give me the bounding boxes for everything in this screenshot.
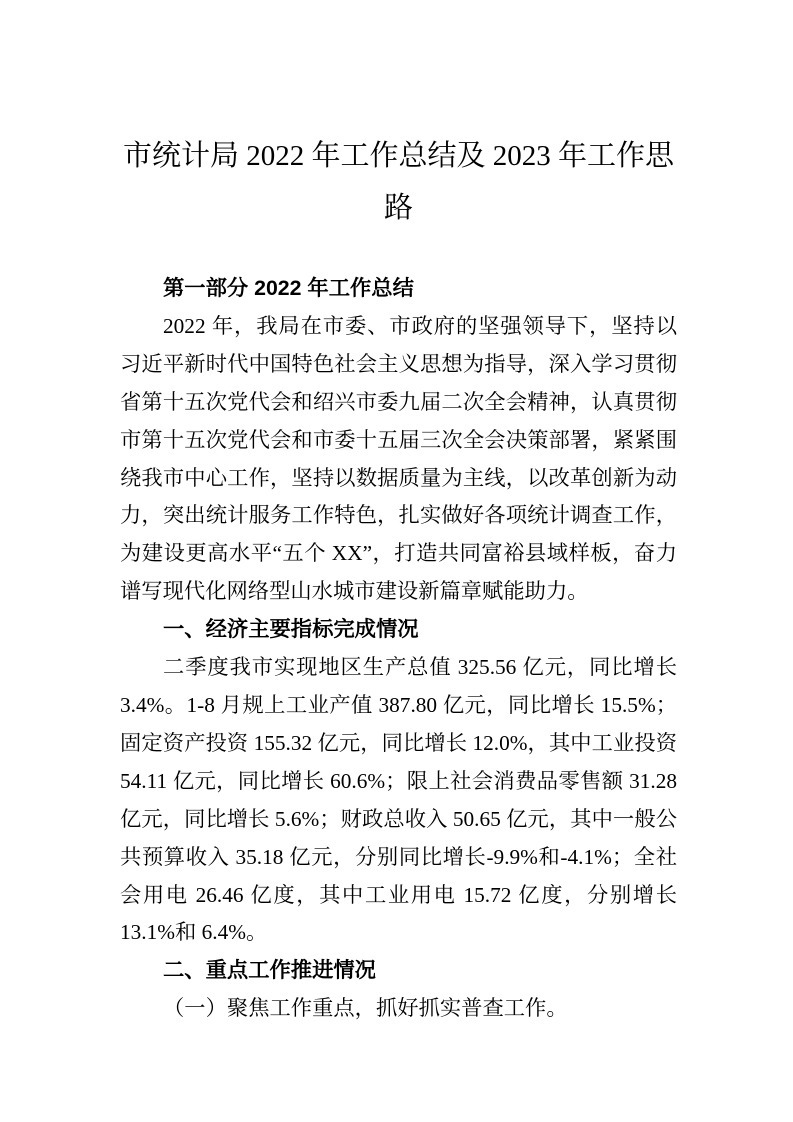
section-heading-economic-indicators: 一、经济主要指标完成情况: [163, 617, 419, 642]
document-title: 市统计局 2022 年工作总结及 2023 年工作思路: [122, 140, 674, 224]
subheading-census-work: （一）聚焦工作重点，抓好抓实普查工作。: [163, 996, 568, 1021]
paragraph-overview: 2022 年，我局在市委、市政府的坚强领导下，坚持以习近平新时代中国特色社会主义思想为指导，深入学习贯彻省第十五次党代会和绍兴市委九届二次全会精神，认真贯彻市第十五次党代会和市委十五届三次全会决策部署，紧紧围绕我市中心工作，坚持以数据质量为主线，以改革创新为动力，突出统计服务工作特色，扎实做好各项统计调查工作，为建设更高水平“五个 XX”，打造共同富裕县域样板，奋力谱写现代化网络型山水城市建设新篇章赋能助力。: [120, 313, 677, 604]
section-heading-key-work: 二、重点工作推进情况: [163, 958, 376, 983]
document-content: [120, 130, 677, 1028]
document-body: [120, 270, 677, 1028]
section-heading-part1: 第一部分 2022 年工作总结: [163, 276, 414, 300]
paragraph-economic-indicators: 二季度我市实现地区生产总值 325.56 亿元，同比增长 3.4%。1-8 月规上工业产值 387.80 亿元，同比增长 15.5%；固定资产投资 155.32 亿元，同比增长 12.0%，其中工业投资 54.11 亿元，同比增长 60.6%；限上社会消费品零售额 31.28 亿元，同比增长 5.6%；财政总收入 50.65 亿元，其中一般公共预算收入 35.18 亿元，分别同比增长-9.9%和-4.1%；全社会用电 26.46 亿度，其中工业用电 15.72 亿度，分别增长 13.1%和 6.4%。: [120, 655, 677, 945]
